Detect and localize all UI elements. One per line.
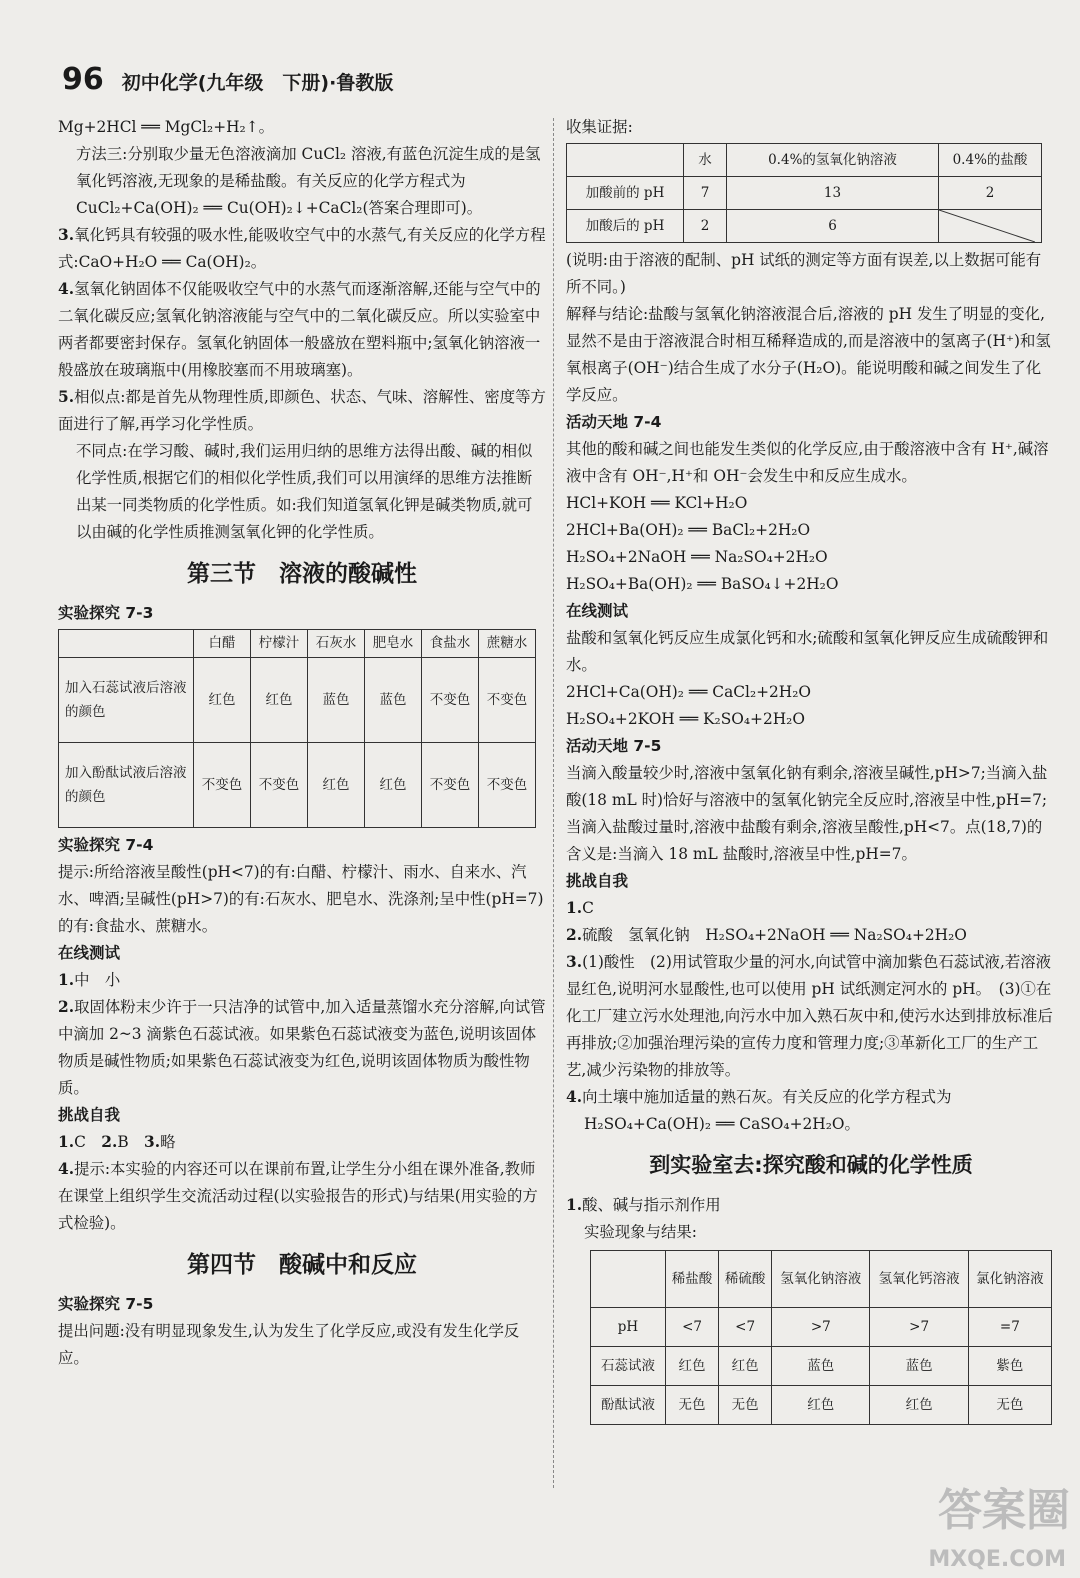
equation: H₂SO₄+2NaOH ══ Na₂SO₄+2H₂O <box>566 548 828 566</box>
table-cell: 2 <box>939 177 1042 210</box>
equation: H₂SO₄+2KOH ══ K₂SO₄+2H₂O <box>566 710 805 728</box>
table-cell: 7 <box>684 177 727 210</box>
ph-table <box>566 143 1042 243</box>
section-heading: 第三节 溶液的酸碱性 <box>187 561 417 587</box>
subheading: 挑战自我 <box>58 1106 121 1124</box>
table-cell: 红色 <box>251 658 308 743</box>
table-cell: 不变色 <box>479 658 536 743</box>
table-cell: 不变色 <box>194 743 251 828</box>
list-item: 1.酸、碱与指示剂作用 <box>566 1196 721 1214</box>
page-header <box>62 62 393 102</box>
table-cell: =7 <box>968 1308 1051 1347</box>
table-cell: 不变色 <box>251 743 308 828</box>
list-item: 4.氢氧化钠固体不仅能吸收空气中的水蒸气而逐渐溶解,还能与空气中的二氧化碳反应;氢氧化钠溶液能与空气中的二氧化碳反应。所以实验室中两者都要密封保存。氢氧化钠固体一般盛放在塑料瓶中;氢氧化钠溶液一般盛放在玻璃瓶中(用橡胶塞而不用玻璃塞)。 <box>58 280 541 379</box>
equation: Mg+2HCl ══ MgCl₂+H₂↑。 <box>58 118 274 136</box>
book-title: 初中化学(九年级 下册)·鲁教版 <box>121 72 394 94</box>
table-header: 0.4%的氢氧化钠溶液 <box>727 144 939 177</box>
row-label: 石蕊试液 <box>591 1347 666 1386</box>
table-cell: 蓝色 <box>308 658 365 743</box>
paragraph: 提出问题:没有明显现象发生,认为发生了化学反应,或没有发生化学反应。 <box>58 1322 520 1367</box>
subheading: 活动天地 7-4 <box>566 413 662 431</box>
table-cell: <7 <box>666 1308 719 1347</box>
table-cell: 红色 <box>194 658 251 743</box>
table-cell: 无色 <box>968 1386 1051 1425</box>
table-header: 氢氧化钠溶液 <box>772 1251 870 1308</box>
paragraph: 解释与结论:盐酸与氢氧化钠溶液混合后,溶液的 pH 发生了明显的变化,显然不是由于溶液混合时相互稀释造成的,而是溶液中的氢离子(H⁺)和氢氧根离子(OH⁻)结合生成了水分子(H₂O)。能说明酸和碱之间发生了化学反应。 <box>566 305 1051 404</box>
paragraph: 提示:所给溶液呈酸性(pH<7)的有:白醋、柠檬汁、雨水、自来水、汽水、啤酒;呈碱性(pH>7)的有:石灰水、肥皂水、洗涤剂;呈中性(pH=7)的有:食盐水、蔗糖水。 <box>58 863 544 935</box>
table-header <box>591 1251 666 1308</box>
list-item: 2.取固体粉末少许于一只洁净的试管中,加入适量蒸馏水充分溶解,向试管中滴加 2~3 滴紫色石蕊试液。如果紫色石蕊试液变为蓝色,说明该固体物质是碱性物质;如果紫色石蕊试液变为红色,说明该固体物质为酸性物质。 <box>58 998 546 1097</box>
row-label: pH <box>591 1308 666 1347</box>
paragraph: 不同点:在学习酸、碱时,我们运用归纳的思维方法得出酸、碱的相似化学性质,根据它们的相似化学性质,我们可以用演绎的思维方法推断出某一同类物质的化学性质。如:我们知道氢氧化钾是碱类物质,就可以由碱的化学性质推测氢氧化钾的化学性质。 <box>76 442 533 541</box>
table-header <box>59 630 194 658</box>
table-cell: 不变色 <box>422 743 479 828</box>
watermark-logo: 答案圈 <box>938 1485 1070 1536</box>
list-item: 5.相似点:都是首先从物理性质,即颜色、状态、气味、溶解性、密度等方面进行了解,再学习化学性质。 <box>58 388 546 433</box>
table-header: 稀盐酸 <box>666 1251 719 1308</box>
table-header: 柠檬汁 <box>251 630 308 658</box>
equation: H₂SO₄+Ba(OH)₂ ══ BaSO₄↓+2H₂O <box>566 575 839 593</box>
table-cell: 不变色 <box>479 743 536 828</box>
table-cell: 红色 <box>772 1386 870 1425</box>
table-cell: 蓝色 <box>365 658 422 743</box>
subheading: 在线测试 <box>566 602 629 620</box>
right-column <box>566 114 1056 1425</box>
section-heading: 到实验室去:探究酸和碱的化学性质 <box>649 1153 973 1177</box>
paragraph: 实验现象与结果: <box>584 1223 697 1241</box>
note: (说明:由于溶液的配制、pH 试纸的测定等方面有误差,以上数据可能有所不同。) <box>566 251 1042 296</box>
indicator-table <box>58 629 536 828</box>
table-header: 水 <box>684 144 727 177</box>
paragraph: 收集证据: <box>566 118 633 136</box>
indicator-result-table <box>590 1250 1052 1425</box>
list-item: 3.(1)酸性 (2)用试管取少量的河水,向试管中滴加紫色石蕊试液,若溶液显红色,说明河水显酸性,也可以使用 pH 试纸测定河水的 pH。 (3)①在化工厂建立污水处理池,向污水中加入熟石灰中和,使污水达到排放标准后再排放;②加强治理污染的宣传力度和管理力度;③革新化工厂的生产工艺,减少污染物的排放等。 <box>566 953 1053 1079</box>
table-header: 蔗糖水 <box>479 630 536 658</box>
row-label: 加酸后的 pH <box>567 210 684 243</box>
table-header: 氢氧化钙溶液 <box>870 1251 968 1308</box>
table-cell: 红色 <box>666 1347 719 1386</box>
paragraph: 当滴入酸量较少时,溶液中氢氧化钠有剩余,溶液呈碱性,pH>7;当滴入盐酸(18 mL 时)恰好与溶液中的氢氧化钠完全反应时,溶液呈中性,pH=7;当滴入盐酸过量时,溶液中盐酸有剩余,溶液呈酸性,pH<7。点(18,7)的含义是:当滴入 18 mL 盐酸时,溶液呈中性,pH=7。 <box>566 764 1048 863</box>
list-item: 1.C <box>566 899 594 917</box>
table-cell: 13 <box>727 177 939 210</box>
diagonal-cell <box>939 210 1042 243</box>
table-cell: 红色 <box>308 743 365 828</box>
table-header: 肥皂水 <box>365 630 422 658</box>
row-label: 加入酚酞试液后溶液的颜色 <box>59 743 194 828</box>
table-cell: 蓝色 <box>772 1347 870 1386</box>
table-cell: 2 <box>684 210 727 243</box>
table-cell: 无色 <box>666 1386 719 1425</box>
list-item: 1.C 2.B 3.略 <box>58 1133 176 1151</box>
table-header: 稀硫酸 <box>719 1251 772 1308</box>
row-label: 加酸前的 pH <box>567 177 684 210</box>
section-heading: 第四节 酸碱中和反应 <box>187 1252 417 1278</box>
page-number: 96 <box>62 62 104 97</box>
table-cell: <7 <box>719 1308 772 1347</box>
row-label: 加入石蕊试液后溶液的颜色 <box>59 658 194 743</box>
table-cell: 红色 <box>719 1347 772 1386</box>
list-item: 4.提示:本实验的内容还可以在课前布置,让学生分小组在课外准备,教师在课堂上组织学生交流活动过程(以实验报告的形式)与结果(用实验的方式检验)。 <box>58 1160 538 1232</box>
watermark-url: MXQE.COM <box>928 1547 1066 1572</box>
table-header: 氯化钠溶液 <box>968 1251 1051 1308</box>
equation: 2HCl+Ba(OH)₂ ══ BaCl₂+2H₂O <box>566 521 811 539</box>
table-cell: 紫色 <box>968 1347 1051 1386</box>
equation: H₂SO₄+Ca(OH)₂ ══ CaSO₄+2H₂O。 <box>584 1115 860 1133</box>
table-cell: >7 <box>870 1308 968 1347</box>
table-header: 白醋 <box>194 630 251 658</box>
table-cell: 蓝色 <box>870 1347 968 1386</box>
equation: HCl+KOH ══ KCl+H₂O <box>566 494 748 512</box>
list-item: 4.向土壤中施加适量的熟石灰。有关反应的化学方程式为 <box>566 1088 952 1106</box>
subheading: 实验探究 7-4 <box>58 836 154 854</box>
list-item: 2.硫酸 氢氧化钠 H₂SO₄+2NaOH ══ Na₂SO₄+2H₂O <box>566 926 967 944</box>
table-header: 食盐水 <box>422 630 479 658</box>
list-item: 1.中 小 <box>58 971 121 989</box>
subheading: 实验探究 7-5 <box>58 1295 154 1313</box>
table-cell: 无色 <box>719 1386 772 1425</box>
table-header <box>567 144 684 177</box>
diagonal-line <box>939 210 1035 242</box>
equation: 2HCl+Ca(OH)₂ ══ CaCl₂+2H₂O <box>566 683 812 701</box>
table-cell: >7 <box>772 1308 870 1347</box>
row-label: 酚酞试液 <box>591 1386 666 1425</box>
subheading: 实验探究 7-3 <box>58 604 154 622</box>
left-column <box>58 114 546 1372</box>
paragraph: 方法三:分别取少量无色溶液滴加 CuCl₂ 溶液,有蓝色沉淀生成的是氢氧化钙溶液,无现象的是稀盐酸。有关反应的化学方程式为 CuCl₂+Ca(OH)₂ ══ Cu(OH)₂↓+CaCl₂(答案合理即可)。 <box>76 145 541 217</box>
table-header: 0.4%的盐酸 <box>939 144 1042 177</box>
paragraph: 其他的酸和碱之间也能发生类似的化学反应,由于酸溶液中含有 H⁺,碱溶液中含有 OH⁻,H⁺和 OH⁻会发生中和反应生成水。 <box>566 440 1049 485</box>
table-cell: 红色 <box>870 1386 968 1425</box>
table-cell: 不变色 <box>422 658 479 743</box>
table-cell: 红色 <box>365 743 422 828</box>
subheading: 在线测试 <box>58 944 121 962</box>
paragraph: 盐酸和氢氧化钙反应生成氯化钙和水;硫酸和氢氧化钾反应生成硫酸钾和水。 <box>566 629 1049 674</box>
column-divider <box>553 118 554 1488</box>
subheading: 挑战自我 <box>566 872 629 890</box>
table-header: 石灰水 <box>308 630 365 658</box>
subheading: 活动天地 7-5 <box>566 737 662 755</box>
table-cell: 6 <box>727 210 939 243</box>
list-item: 3.氧化钙具有较强的吸水性,能吸收空气中的水蒸气,有关反应的化学方程式:CaO+H₂O ══ Ca(OH)₂。 <box>58 226 546 271</box>
